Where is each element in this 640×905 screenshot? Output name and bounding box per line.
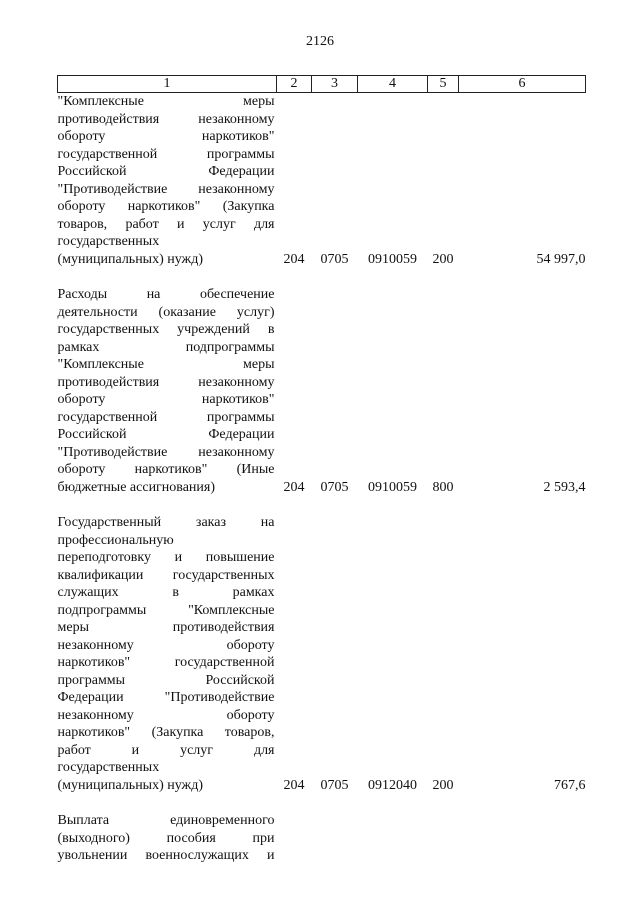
description-line: Федерации "Противодействие xyxy=(57,690,275,705)
description-line: "Противодействие незаконному xyxy=(57,444,275,460)
column-header-2: 2 xyxy=(277,76,312,93)
description-line: противодействия незаконному xyxy=(57,111,275,127)
description-line: обороту наркотиков" (Закупка xyxy=(57,199,275,214)
amount xyxy=(459,794,586,865)
ministry-code xyxy=(277,794,312,865)
target-article-code: 0910059 xyxy=(368,479,417,495)
description-line: наркотиков" (Закупка товаров, xyxy=(57,725,275,740)
description-line: программы Российской xyxy=(57,672,275,688)
description-line: переподготовку и повышение xyxy=(57,550,275,565)
description-line: государственной программы xyxy=(57,146,275,162)
amount: 767,6 xyxy=(554,777,586,793)
description-line: наркотиков" государственной xyxy=(57,655,275,670)
description-line: "Комплексные меры xyxy=(57,357,275,372)
amount: 54 997,0 xyxy=(536,251,586,267)
row-description xyxy=(58,268,277,496)
description-line: государственной программы xyxy=(57,409,275,425)
column-header-4: 4 xyxy=(358,76,428,93)
section-code: 0705 xyxy=(320,479,349,495)
expense-type-code: 200 xyxy=(432,777,454,793)
description-line: деятельности (оказание услуг) xyxy=(57,304,275,320)
description-line: квалификации государственных xyxy=(57,567,275,583)
target-article-code xyxy=(358,794,428,865)
table-row xyxy=(58,93,586,269)
description-line: меры противодействия xyxy=(57,620,275,635)
section-code: 0705 xyxy=(320,251,349,267)
page-number: 2126 xyxy=(306,34,334,49)
row-description xyxy=(58,93,277,269)
table-row xyxy=(58,268,586,496)
expense-type-code: 800 xyxy=(432,479,454,495)
target-article-code: 0912040 xyxy=(368,777,417,793)
description-line: бюджетные ассигнования) xyxy=(57,479,216,495)
table-header-row xyxy=(58,76,586,93)
ministry-code: 204 xyxy=(283,777,305,793)
description-line: (выходного) пособия при xyxy=(57,830,275,846)
description-line: незаконному обороту xyxy=(57,637,275,653)
expense-type-code xyxy=(428,794,459,865)
column-header-6: 6 xyxy=(459,76,586,93)
description-line: работ и услуг для xyxy=(57,742,275,758)
table-row xyxy=(58,496,586,794)
description-line: обороту наркотиков" xyxy=(57,129,275,144)
description-line: государственных учреждений в xyxy=(57,322,275,337)
amount: 2 593,4 xyxy=(543,479,586,495)
description-line: незаконному обороту xyxy=(57,707,275,723)
section-code xyxy=(312,794,358,865)
section-code: 0705 xyxy=(320,777,349,793)
description-line: Российской Федерации xyxy=(57,164,275,179)
budget-table xyxy=(57,75,586,865)
description-line: государственных xyxy=(57,234,160,249)
row-description xyxy=(58,794,277,865)
description-line: Выплата единовременного xyxy=(57,813,275,828)
expense-type-code: 200 xyxy=(432,251,454,267)
row-description xyxy=(58,496,277,794)
description-line: Российской Федерации xyxy=(57,427,275,442)
description-line: обороту наркотиков" xyxy=(57,392,275,407)
description-line: увольнении военнослужащих и xyxy=(57,848,275,863)
column-header-1: 1 xyxy=(58,76,277,93)
ministry-code: 204 xyxy=(283,479,305,495)
ministry-code: 204 xyxy=(283,251,305,267)
description-line: государственных xyxy=(57,760,160,775)
column-header-5: 5 xyxy=(428,76,459,93)
description-line: подпрограммы "Комплексные xyxy=(57,602,275,618)
description-line: "Комплексные меры xyxy=(57,94,275,109)
description-line: противодействия незаконному xyxy=(57,374,275,390)
description-line: рамках подпрограммы xyxy=(57,339,275,355)
description-line: служащих в рамках xyxy=(57,585,275,600)
description-line: профессиональную xyxy=(57,532,174,548)
description-line: Государственный заказ на xyxy=(57,515,275,530)
description-line: (муниципальных) нужд) xyxy=(57,777,204,793)
description-line: обороту наркотиков" (Иные xyxy=(57,462,275,477)
description-line: (муниципальных) нужд) xyxy=(57,251,204,267)
table-row xyxy=(58,794,586,865)
description-line: Расходы на обеспечение xyxy=(57,287,275,302)
column-header-3: 3 xyxy=(312,76,358,93)
target-article-code: 0910059 xyxy=(368,251,417,267)
description-line: товаров, работ и услуг для xyxy=(57,216,275,232)
description-line: "Противодействие незаконному xyxy=(57,181,275,197)
